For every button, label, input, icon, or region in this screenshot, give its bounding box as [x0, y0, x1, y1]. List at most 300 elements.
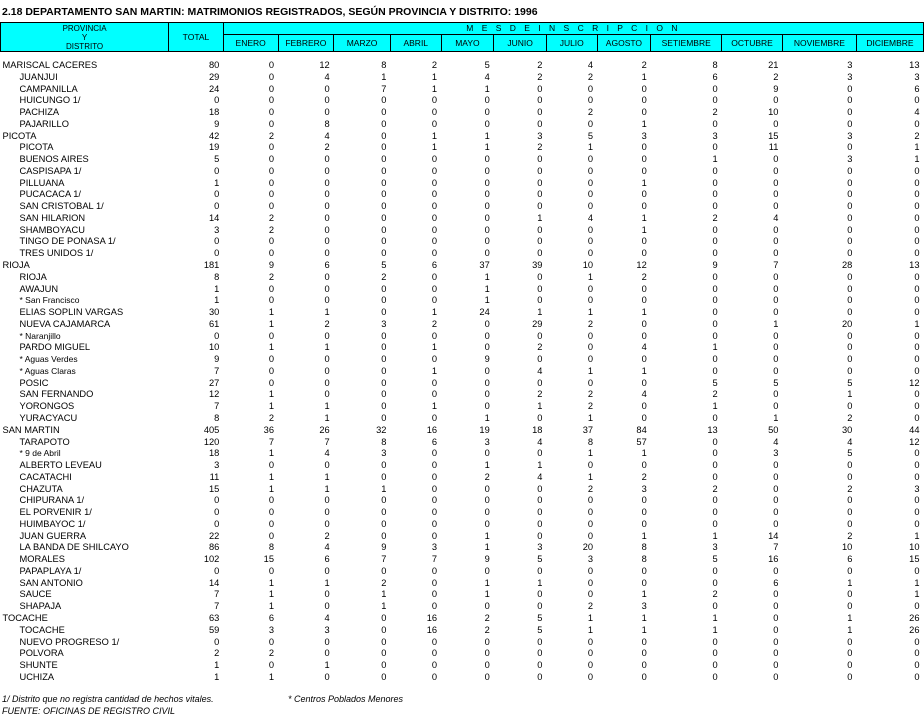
row-month-value: 0 [847, 271, 853, 282]
row-name: PARDO MIGUEL [19, 342, 91, 353]
row-month-value: 0 [847, 671, 853, 682]
row-total: 0 [214, 95, 220, 106]
row-month-value: 3 [914, 71, 920, 82]
row-month-value: 1 [268, 589, 275, 600]
row-month-value: 0 [381, 201, 387, 212]
row-month-value: 1 [324, 342, 330, 353]
row-total: 0 [214, 565, 220, 576]
row-month-value: 0 [641, 577, 647, 588]
row-month-value: 5 [537, 624, 543, 635]
district-row [1, 84, 924, 96]
row-month-value: 0 [381, 365, 387, 376]
row-month-value: 0 [324, 518, 330, 529]
row-month-value: 37 [479, 260, 490, 271]
row-month-value: 0 [712, 307, 718, 318]
district-row [1, 460, 924, 472]
row-month-value: 0 [914, 236, 920, 247]
row-month-value: 0 [431, 636, 438, 647]
row-month-value: 0 [324, 460, 330, 471]
row-total: 8 [214, 412, 220, 423]
row-month-value: 0 [712, 236, 718, 247]
row-month-value: 5 [587, 130, 594, 141]
row-month-value: 0 [847, 636, 853, 647]
row-month-value: 1 [712, 401, 718, 412]
row-month-value: 0 [537, 565, 543, 576]
header-month: AGOSTO [597, 35, 651, 52]
row-month-value: 28 [842, 260, 853, 271]
row-total: 0 [214, 518, 220, 529]
row-name: RIOJA [19, 271, 47, 282]
row-month-value: 0 [641, 154, 647, 165]
row-month-value: 0 [641, 507, 647, 518]
row-total: 1 [214, 671, 220, 682]
row-month-value: 0 [537, 236, 543, 247]
row-month-value: 0 [484, 483, 490, 494]
row-month-value: 0 [773, 565, 779, 576]
row-month-value: 1 [773, 412, 779, 423]
row-month-value: 8 [381, 60, 387, 70]
row-month-value: 0 [268, 118, 275, 129]
row-month-value: 1 [712, 154, 718, 165]
row-month-value: 0 [268, 142, 275, 153]
row-month-value: 5 [712, 554, 718, 565]
row-month-value: 0 [587, 224, 594, 235]
row-month-value: 0 [773, 612, 779, 623]
row-month-value: 3 [431, 542, 438, 553]
row-month-value: 0 [773, 189, 779, 200]
row-month-value: 0 [914, 212, 920, 223]
row-total: 0 [214, 165, 220, 176]
row-total: 0 [214, 189, 220, 200]
row-month-value: 1 [484, 271, 490, 282]
row-month-value: 0 [324, 648, 330, 659]
table-spacer [1, 52, 924, 61]
centro-poblado-row [1, 448, 924, 460]
row-month-value: 0 [381, 330, 387, 341]
row-month-value: 0 [431, 389, 438, 400]
district-row [1, 648, 924, 660]
centro-poblado-row [1, 295, 924, 307]
row-month-value: 2 [268, 412, 275, 423]
row-month-value: 0 [268, 165, 275, 176]
row-month-value: 0 [484, 248, 490, 259]
row-month-value: 50 [768, 424, 779, 435]
table-body [1, 52, 924, 684]
row-month-value: 1 [484, 460, 490, 471]
district-row [1, 637, 924, 649]
row-month-value: 0 [484, 342, 490, 353]
row-month-value: 0 [773, 601, 779, 612]
row-name: TINGO DE PONASA 1/ [19, 236, 116, 247]
row-month-value: 0 [484, 212, 490, 223]
row-name: * Aguas Claras [19, 365, 76, 376]
row-month-value: 1 [587, 448, 594, 459]
row-month-value: 0 [431, 330, 438, 341]
row-month-value: 0 [587, 342, 594, 353]
row-month-value: 3 [641, 130, 647, 141]
row-month-value: 0 [381, 248, 387, 259]
row-month-value: 2 [268, 212, 275, 223]
row-month-value: 0 [381, 307, 387, 318]
row-month-value: 10 [909, 542, 920, 553]
row-month-value: 0 [773, 507, 779, 518]
header-total: TOTAL [169, 23, 224, 52]
district-row [1, 578, 924, 590]
row-month-value: 1 [268, 671, 275, 682]
row-month-value: 0 [587, 295, 594, 306]
row-total: 19 [208, 142, 220, 153]
row-month-value: 1 [641, 612, 647, 623]
row-month-value: 2 [773, 71, 779, 82]
row-month-value: 1 [431, 401, 438, 412]
row-month-value: 1 [324, 401, 330, 412]
row-month-value: 0 [324, 271, 330, 282]
row-month-value: 0 [712, 495, 718, 506]
row-month-value: 1 [431, 365, 438, 376]
row-month-value: 1 [324, 577, 330, 588]
row-month-value: 0 [847, 118, 853, 129]
centro-poblado-row [1, 331, 924, 343]
row-name: * Naranjillo [19, 330, 61, 341]
row-month-value: 0 [381, 283, 387, 294]
row-month-value: 1 [324, 471, 330, 482]
row-month-value: 2 [324, 142, 330, 153]
row-month-value: 0 [914, 601, 920, 612]
row-month-value: 0 [641, 201, 647, 212]
row-month-value: 0 [847, 165, 853, 176]
row-month-value: 3 [847, 71, 853, 82]
row-month-value: 0 [914, 648, 920, 659]
row-month-value: 1 [587, 612, 594, 623]
row-month-value: 5 [847, 377, 853, 388]
row-month-value: 1 [324, 660, 330, 671]
row-month-value: 0 [773, 671, 779, 682]
row-month-value: 1 [641, 624, 647, 635]
row-month-value: 1 [712, 530, 718, 541]
row-month-value: 0 [914, 518, 920, 529]
row-total: 9 [214, 118, 220, 129]
row-name: * San Francisco [19, 295, 80, 306]
row-name: TARAPOTO [19, 436, 70, 447]
row-month-value: 0 [431, 295, 438, 306]
row-month-value: 0 [537, 636, 543, 647]
row-month-value: 0 [914, 671, 920, 682]
row-month-value: 0 [773, 636, 779, 647]
row-month-value: 1 [641, 530, 647, 541]
row-month-value: 0 [641, 648, 647, 659]
row-month-value: 0 [847, 401, 853, 412]
row-month-value: 0 [381, 212, 387, 223]
row-total: 181 [203, 260, 220, 271]
row-month-value: 1 [587, 142, 594, 153]
row-month-value: 1 [641, 589, 647, 600]
row-name: MARISCAL CACERES [2, 60, 98, 70]
header-month: JUNIO [494, 35, 547, 52]
row-month-value: 1 [484, 142, 490, 153]
row-month-value: 0 [587, 518, 594, 529]
row-month-value: 10 [768, 107, 779, 118]
row-month-value: 0 [587, 636, 594, 647]
district-row [1, 236, 924, 248]
row-total: 0 [214, 236, 220, 247]
row-month-value: 0 [914, 271, 920, 282]
row-month-value: 0 [484, 448, 490, 459]
row-month-value: 2 [268, 130, 275, 141]
row-month-value: 12 [909, 436, 920, 447]
row-month-value: 1 [268, 471, 275, 482]
row-month-value: 0 [847, 330, 853, 341]
row-month-value: 9 [484, 554, 490, 565]
row-month-value: 0 [914, 95, 920, 106]
row-month-value: 0 [484, 660, 490, 671]
footnote-distrito: 1/ Distrito que no registra cantidad de hechos vitales. [2, 694, 214, 704]
row-month-value: 1 [847, 389, 853, 400]
row-month-value: 1 [641, 448, 647, 459]
row-month-value: 0 [268, 530, 275, 541]
row-total: 42 [208, 130, 220, 141]
row-month-value: 0 [773, 248, 779, 259]
row-total: 7 [214, 601, 220, 612]
row-month-value: 0 [847, 236, 853, 247]
row-month-value: 1 [431, 142, 438, 153]
row-month-value: 8 [268, 542, 275, 553]
row-month-value: 0 [587, 118, 594, 129]
row-month-value: 2 [268, 648, 275, 659]
row-month-value: 0 [324, 83, 330, 94]
header-month: NOVIEMBRE [782, 35, 856, 52]
row-month-value: 0 [641, 142, 647, 153]
row-month-value: 4 [324, 612, 330, 623]
row-month-value: 21 [768, 60, 779, 70]
row-name: PAPAPLAYA 1/ [19, 565, 82, 576]
row-month-value: 39 [532, 260, 543, 271]
row-name: TOCACHE [2, 612, 48, 623]
row-month-value: 2 [712, 212, 718, 223]
row-month-value: 0 [431, 212, 438, 223]
row-month-value: 0 [268, 495, 275, 506]
row-month-value: 2 [587, 318, 594, 329]
row-month-value: 0 [537, 201, 543, 212]
district-row [1, 119, 924, 131]
row-month-value: 0 [587, 530, 594, 541]
row-month-value: 0 [381, 671, 387, 682]
row-month-value: 0 [484, 165, 490, 176]
row-month-value: 0 [914, 389, 920, 400]
row-month-value: 10 [582, 260, 594, 271]
centro-poblado-row [1, 366, 924, 378]
row-month-value: 0 [641, 660, 647, 671]
row-month-value: 1 [587, 412, 594, 423]
row-month-value: 0 [847, 342, 853, 353]
row-month-value: 3 [587, 554, 594, 565]
row-month-value: 1 [484, 295, 490, 306]
row-month-value: 0 [484, 236, 490, 247]
row-month-value: 0 [847, 189, 853, 200]
row-month-value: 0 [484, 495, 490, 506]
row-month-value: 0 [537, 107, 543, 118]
row-month-value: 0 [537, 271, 543, 282]
row-total: 405 [203, 424, 220, 435]
row-month-value: 0 [324, 389, 330, 400]
row-month-value: 0 [268, 377, 275, 388]
row-month-value: 0 [914, 248, 920, 259]
row-month-value: 0 [773, 354, 779, 365]
row-month-value: 0 [587, 83, 594, 94]
row-month-value: 6 [324, 554, 330, 565]
row-name: SAN HILARION [19, 212, 86, 223]
row-month-value: 0 [431, 577, 438, 588]
row-month-value: 0 [431, 671, 438, 682]
row-month-value: 2 [712, 389, 718, 400]
row-month-value: 0 [431, 354, 438, 365]
row-month-value: 0 [381, 648, 387, 659]
row-month-value: 0 [484, 201, 490, 212]
row-month-value: 0 [641, 518, 647, 529]
row-month-value: 0 [431, 236, 438, 247]
row-name: UCHIZA [19, 671, 55, 682]
row-month-value: 0 [537, 518, 543, 529]
row-month-value: 0 [537, 295, 543, 306]
district-row [1, 166, 924, 178]
row-month-value: 0 [914, 448, 920, 459]
row-month-value: 5 [847, 448, 853, 459]
row-month-value: 8 [587, 436, 594, 447]
row-month-value: 1 [431, 71, 438, 82]
province-row [1, 425, 924, 437]
row-month-value: 2 [847, 483, 853, 494]
row-month-value: 0 [712, 460, 718, 471]
row-month-value: 0 [641, 248, 647, 259]
row-month-value: 15 [768, 130, 779, 141]
district-row [1, 72, 924, 84]
row-month-value: 0 [537, 448, 543, 459]
row-total: 22 [208, 530, 220, 541]
header-provincia-line: PROVINCIA [62, 23, 107, 33]
row-month-value: 0 [484, 189, 490, 200]
row-month-value: 0 [537, 189, 543, 200]
row-month-value: 1 [484, 530, 490, 541]
row-month-value: 0 [431, 118, 438, 129]
row-month-value: 1 [712, 624, 718, 635]
row-month-value: 2 [847, 412, 853, 423]
row-total: 120 [203, 436, 220, 447]
row-month-value: 1 [268, 601, 275, 612]
row-month-value: 0 [587, 460, 594, 471]
row-month-value: 0 [773, 330, 779, 341]
row-month-value: 0 [324, 636, 330, 647]
row-month-value: 0 [712, 118, 718, 129]
row-month-value: 0 [587, 648, 594, 659]
row-month-value: 0 [712, 648, 718, 659]
district-row [1, 225, 924, 237]
row-month-value: 0 [587, 495, 594, 506]
row-month-value: 0 [268, 565, 275, 576]
row-total: 7 [214, 589, 220, 600]
table-header [1, 23, 924, 52]
row-month-value: 0 [587, 671, 594, 682]
row-month-value: 1 [587, 307, 594, 318]
row-month-value: 0 [712, 165, 718, 176]
row-month-value: 0 [914, 177, 920, 188]
row-name: PICOTA [2, 130, 37, 141]
row-total: 1 [214, 177, 220, 188]
row-month-value: 0 [431, 177, 438, 188]
row-month-value: 0 [773, 342, 779, 353]
row-month-value: 2 [537, 71, 543, 82]
row-month-value: 0 [712, 95, 718, 106]
district-row [1, 178, 924, 190]
row-month-value: 0 [847, 648, 853, 659]
row-month-value: 0 [381, 624, 387, 635]
row-name: JUANJUI [19, 71, 58, 82]
row-month-value: 0 [431, 507, 438, 518]
row-name: AWAJUN [19, 283, 59, 294]
row-month-value: 3 [641, 483, 647, 494]
row-month-value: 1 [914, 577, 920, 588]
row-total: 1 [214, 660, 220, 671]
row-month-value: 0 [381, 412, 387, 423]
row-month-value: 4 [537, 471, 543, 482]
district-row [1, 472, 924, 484]
row-month-value: 6 [431, 260, 438, 271]
header-provincia-line: Y [81, 32, 88, 42]
row-month-value: 0 [268, 660, 275, 671]
row-month-value: 0 [431, 224, 438, 235]
row-name: SHAPAJA [19, 601, 62, 612]
district-row [1, 566, 924, 578]
district-row [1, 484, 924, 496]
row-name: CACATACHI [19, 471, 72, 482]
row-month-value: 0 [537, 330, 543, 341]
row-month-value: 8 [641, 554, 647, 565]
row-month-value: 57 [636, 436, 647, 447]
row-total: 0 [214, 201, 220, 212]
row-month-value: 7 [324, 436, 330, 447]
row-total: 2 [214, 648, 220, 659]
row-month-value: 2 [641, 271, 647, 282]
row-month-value: 0 [773, 165, 779, 176]
row-month-value: 0 [587, 248, 594, 259]
row-month-value: 0 [324, 283, 330, 294]
row-month-value: 6 [712, 71, 718, 82]
row-month-value: 29 [532, 318, 543, 329]
row-name: JUAN GUERRA [19, 530, 87, 541]
row-month-value: 0 [914, 342, 920, 353]
province-row [1, 613, 924, 625]
row-total: 63 [208, 612, 220, 623]
row-month-value: 1 [537, 577, 543, 588]
row-month-value: 2 [431, 318, 438, 329]
header-month: DICIEMBRE [856, 35, 923, 52]
row-month-value: 0 [431, 460, 438, 471]
row-month-value: 0 [641, 565, 647, 576]
row-total: 102 [203, 554, 220, 565]
row-month-value: 24 [479, 307, 490, 318]
row-month-value: 14 [768, 530, 779, 541]
row-month-value: 0 [537, 601, 543, 612]
row-month-value: 1 [484, 130, 490, 141]
row-month-value: 0 [381, 354, 387, 365]
row-month-value: 0 [641, 671, 647, 682]
row-month-value: 26 [319, 424, 330, 435]
row-month-value: 1 [641, 118, 647, 129]
row-name: * 9 de Abril [19, 448, 61, 459]
row-month-value: 0 [537, 118, 543, 129]
row-month-value: 0 [587, 507, 594, 518]
row-total: 1 [214, 295, 220, 306]
row-month-value: 13 [909, 60, 920, 70]
row-month-value: 0 [381, 565, 387, 576]
